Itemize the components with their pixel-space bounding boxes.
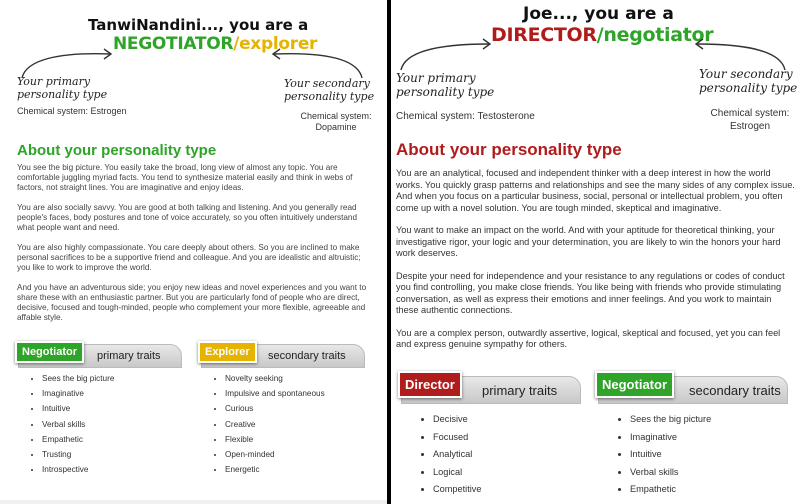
negotiator-badge: Negotiator [15,341,84,363]
left-primary-label: Your primary personality type [17,75,108,101]
director-badge: Director [398,371,462,398]
list-item: • Novelty seeking [225,374,365,389]
right-role-separator: / [596,24,604,46]
left-paragraph: You are also highly compassionate. You care deeply about others. So you are inclined to make personal sacrifices to be a supportive friend and colleague. And you are idealistic and altruistic; you like to work to improve the world. [17,243,361,272]
trait-box-label: primary traits [97,350,161,362]
list-item: • Open-minded [225,450,365,465]
right-primary-traits-box [401,376,581,502]
right-secondary-traits-box [598,376,788,502]
right-primary-chemical: Chemical system: Testosterone [396,111,535,122]
left-paragraph: You see the big picture. You easily take the broad, long view of almost any topic. You are comfortable juggling myriad facts. You tend to synthesize material easily and think in webs of factors, not straight lines. You are imaginative and enjoy ideas. [17,163,353,192]
left-description [17,163,369,333]
list-item: • Sees the big picture [630,414,788,432]
left-personality-panel [0,0,387,504]
list-item: • Decisive [433,414,581,432]
left-section-heading: About your personality type [17,142,217,159]
left-role-separator: / [233,34,240,54]
right-secondary-role: negotiator [603,24,714,46]
left-paragraph: And you have an adventurous side; you enjoy new ideas and novel experiences and you want to share these with an enthusiastic partner. But you are particularly fond of people who are direct, decisive, focused and tough-minded, people who complement your more flexible, agreeable and affable style. [17,283,367,322]
trait-list [201,374,365,480]
trait-box-header [401,376,581,404]
left-secondary-role: explorer [239,34,318,54]
left-primary-role: NEGOTIATOR [113,34,234,54]
trait-box-label: secondary traits [268,350,346,362]
list-item: • Intuitive [630,449,788,467]
trait-list [18,374,182,480]
trait-box-label: primary traits [482,383,558,398]
left-secondary-label: Your secondary personality type [284,77,375,103]
list-item: • Verbal skills [630,467,788,485]
list-item: • Empathetic [42,435,182,450]
list-item: • Competitive [433,484,581,502]
right-primary-label: Your primary personality type [396,71,495,99]
right-personality-panel [391,0,800,504]
list-item: • Focused [433,432,581,450]
trait-list [401,414,581,502]
left-primary-traits-box [18,344,182,480]
right-paragraph: Despite your need for independence and your resistance to any regulations or codes of conduct you find controlling, you make close friends. You like being with friends who provide stimulating conversation, as well as express their emotions and inner feelings. And you work to maintain these authentic connections. [396,270,785,315]
left-secondary-traits-box [201,344,365,480]
right-primary-role: DIRECTOR [491,24,597,46]
list-item: • Imaginative [630,432,788,450]
trait-box-label: secondary traits [689,383,781,398]
list-item: • Verbal skills [42,420,182,435]
list-item: • Creative [225,420,365,435]
trait-list [598,414,788,502]
trait-box-header [18,344,182,368]
negotiator-badge: Negotiator [595,371,674,398]
list-item: • Imaginative [42,389,182,404]
list-item: • Logical [433,467,581,485]
right-secondary-chemical: Chemical system: Estrogen [710,108,790,132]
left-paragraph: You are also socially savvy. You are good at both talking and listening. And you generally read people's faces, body postures and tone of voice accurately, so you often intuitively understand what people want and need. [17,203,358,232]
list-item: • Introspective [42,465,182,480]
list-item: • Trusting [42,450,182,465]
right-section-heading: About your personality type [396,140,622,159]
right-secondary-label: Your secondary personality type [699,67,798,95]
list-item: • Analytical [433,449,581,467]
list-item: • Intuitive [42,404,182,419]
right-title-roles [491,24,713,46]
right-paragraph: You are an analytical, focused and independent thinker with a deep interest in how the world works. You quickly grasp patterns and relationships and see the many sides of any complex issue. And when you focus on a particular business, social, personal or intellectual problem, you often come up with a novel solution. You are tough minded, skeptical and imaginative. [396,168,795,213]
right-title-prefix: Joe..., you are a [523,4,674,24]
list-item: • Impulsive and spontaneous [225,389,365,404]
list-item: • Curious [225,404,365,419]
right-description [396,168,796,362]
list-item: • Empathetic [630,484,788,502]
left-primary-chemical: Chemical system: Estrogen [17,106,127,116]
right-paragraph: You are a complex person, outwardly assertive, logical, skeptical and focused, yet you can feel and express genuine sympathy for others. [396,327,781,349]
right-paragraph: You want to make an impact on the world. And with your aptitude for theoretical thinking, your investigative rigor, your logic and your determination, you are likely to win the honors your hard work deserves. [396,225,781,258]
right-primary-arrow [397,34,497,76]
trait-box-header [201,344,365,368]
list-item: • Energetic [225,465,365,480]
left-title-prefix: TanwiNandini..., you are a [88,16,309,34]
list-item: • Sees the big picture [42,374,182,389]
explorer-badge: Explorer [198,341,257,363]
trait-box-header [598,376,788,404]
left-secondary-chemical: Chemical system: Dopamine [300,111,372,133]
list-item: • Flexible [225,435,365,450]
